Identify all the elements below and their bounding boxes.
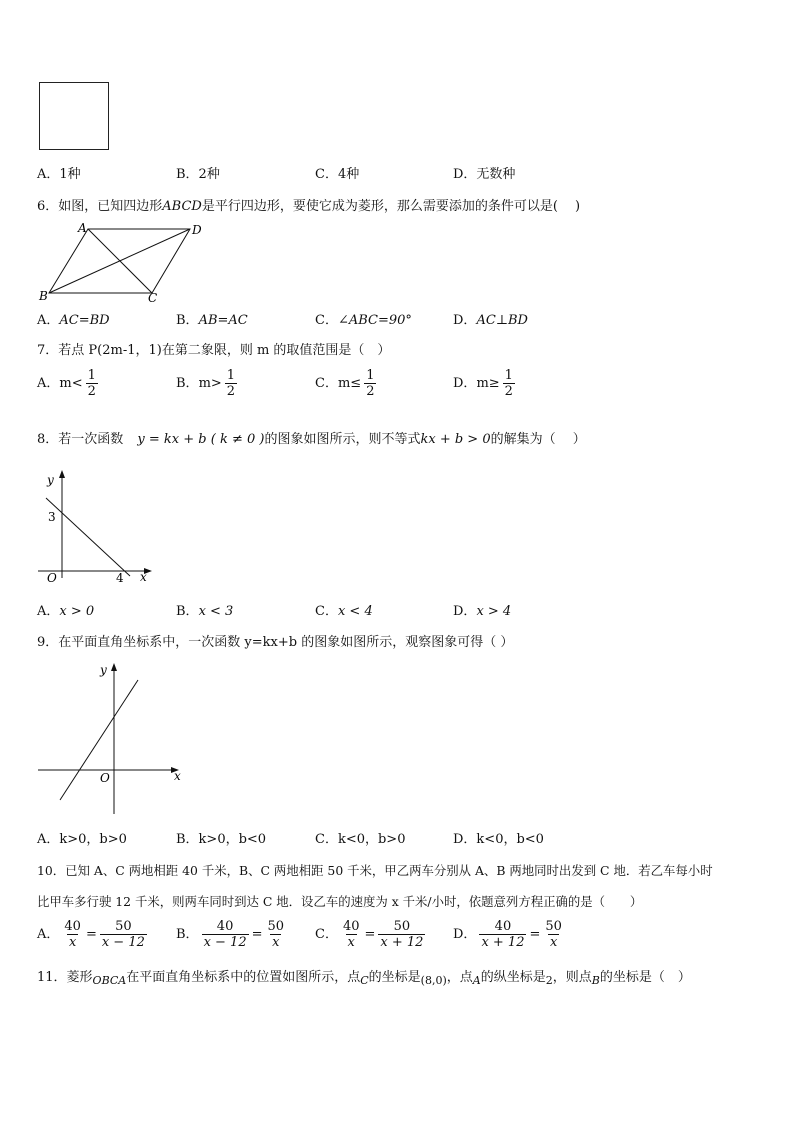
fraction-numerator: 50 [393,919,411,934]
q7-option-d[interactable] [453,368,518,399]
q8-option-c[interactable] [315,603,373,621]
fraction-denominator: 2 [504,384,513,399]
fraction-denominator: x − 12 [203,935,247,950]
q9-option-b[interactable]: B．k>0，b<0 [176,832,267,847]
q11-stem-mid5: ，则点 [552,970,592,985]
q5-option-a[interactable]: A．1种 [37,167,81,182]
label-c: C [148,291,158,305]
fraction-denominator: x [549,935,558,950]
q10-option-d-right-fraction [543,919,564,950]
q11-stem-var-obca: OBCA [92,974,127,987]
q6-option-c[interactable] [315,312,412,330]
q8-stem-suffix: 的解集为（ ） [490,432,586,447]
q7-option-c-lhs: m≤ [337,376,362,391]
q6-option-d-letter: D． [453,313,477,328]
q8-origin-label: O [47,571,57,585]
q9-option-c[interactable]: C．k<0，b>0 [315,832,406,847]
fraction-denominator: 2 [226,384,236,399]
q8-option-a-math: x > 0 [59,604,95,619]
q9-option-d[interactable]: D．k<0，b<0 [453,832,544,847]
q7-option-c-letter: C． [315,376,338,391]
q8-option-c-letter: C． [315,604,338,619]
q5-option-c[interactable]: C．4种 [315,167,360,182]
q10-option-d-left-fraction [479,919,526,950]
q6-option-a-letter: A． [37,313,60,328]
q6-option-b-letter: B． [176,313,199,328]
q7-option-a[interactable] [37,368,101,399]
q9-x-label: x [174,769,181,783]
q6-option-a-math: AC=BD [59,313,110,328]
fraction-denominator: x [272,935,280,950]
q9-origin-label: O [100,771,110,785]
fraction-denominator: 2 [87,384,96,399]
fraction-numerator: 1 [504,368,513,383]
q8-y-label: y [47,473,54,487]
label-a: A [78,221,87,235]
q8-option-b-letter: B． [176,604,199,619]
q11-stem-prefix: 11．菱形 [37,970,93,985]
q6-option-d[interactable] [453,312,528,330]
q8-x-intercept-label: 4 [116,571,124,585]
fraction-numerator: 40 [64,919,81,934]
q8-option-c-math: x < 4 [337,604,373,619]
q10-option-b-left-fraction [202,919,249,950]
q8-option-b[interactable] [176,603,233,621]
label-d: D [192,223,202,237]
q10-option-c-letter: C． [315,927,338,942]
q10-option-a[interactable]: A． $\frac{40}{x}$ = $\frac{50}{x - 12}$ [37,919,145,950]
q7-stem: 7．若点 P(2m-1，1)在第二象限，则 m 的取值范围是（ ） [37,343,391,358]
q10-option-a-left-fraction [62,919,83,950]
q8-stem-middle: 的图象如图所示，则不等式 [264,432,421,447]
fraction-denominator: x + 12 [380,935,424,950]
fraction-denominator: x [68,935,77,950]
q6-option-c-letter: C． [315,313,338,328]
q6-option-a[interactable] [37,312,110,330]
q8-option-d-letter: D． [453,604,477,619]
q11-stem-var-b: B [591,974,600,987]
q8-option-a-letter: A． [37,604,60,619]
fraction-denominator: x − 12 [101,935,145,950]
q7-option-d-lhs: m≥ [476,376,500,391]
fraction-numerator: 40 [494,919,512,934]
fraction-numerator: 50 [267,919,285,934]
q10-option-d[interactable]: D． $\frac{40}{x + 12}$ = $\frac{50}{x}$ [453,919,562,950]
q7-option-c[interactable] [315,368,379,399]
q10-option-c-right-fraction [378,919,425,950]
q11-stem-mid4: 的纵坐标是 [480,970,546,985]
q6-stem-suffix: 是平行四边形，要使它成为菱形，那么需要添加的条件可以是( ) [201,199,581,214]
q8-stem [37,431,586,449]
q8-stem-inequality: kx + b > 0 [420,432,491,447]
q11-stem-coord: (8,0) [420,974,447,987]
q9-option-a[interactable]: A．k>0，b>0 [37,832,127,847]
fraction-numerator: 1 [87,368,96,383]
q6-option-d-math: AC⊥BD [476,313,528,328]
q5-option-b[interactable]: B．2种 [176,167,220,182]
q10-option-b-letter: B． [176,927,199,942]
q7-option-b[interactable] [176,368,240,399]
q7-option-a-letter: A． [37,376,60,391]
q6-stem-prefix: 6．如图，已知四边形 [37,199,163,214]
q11-stem-var-a: A [472,974,481,987]
q11-stem-mid3: ，点 [446,970,473,985]
q7-option-b-letter: B． [176,376,199,391]
q7-option-b-fraction [225,368,237,399]
q6-option-b[interactable] [176,312,248,330]
fraction-numerator: 40 [342,919,360,934]
q7-option-d-letter: D． [453,376,477,391]
q8-option-a[interactable] [37,603,94,621]
q10-option-d-letter: D． [453,927,477,942]
q10-option-c-left-fraction [341,919,362,950]
q9-y-label: y [100,663,107,677]
q11-stem-suffix: 的坐标是（ ） [599,970,691,985]
q7-option-a-lhs: m< [59,376,83,391]
parallelogram-figure [34,220,214,306]
q8-graph [34,468,164,588]
fraction-numerator: 50 [115,919,132,934]
q11-stem-var-c: C [360,974,369,987]
q6-stem-var: ABCD [162,199,202,214]
q11-stem-mid1: 在平面直角坐标系中的位置如图所示，点 [126,970,361,985]
q8-x-label: x [140,570,147,584]
q8-option-d-math: x > 4 [476,604,512,619]
fraction-denominator: x + 12 [481,935,525,950]
q7-option-b-lhs: m> [198,376,222,391]
q10-stem-line2: 比甲车多行驶 12 千米，则两车同时到达 C 地．设乙车的速度为 x 千米/小时，依题意列方程正确的是（ ） [37,894,643,909]
q10-option-b[interactable]: B． $\frac{40}{x - 12}$ = $\frac{50}{x}$ [176,919,285,950]
fraction-denominator: x [347,935,355,950]
q7-option-d-fraction [503,368,515,399]
fraction-numerator: 40 [216,919,234,934]
q9-graph [34,658,194,820]
q5-option-d[interactable]: D．无数种 [453,167,516,182]
q7-option-a-fraction [86,368,98,399]
q6-option-b-math: AB=AC [198,313,248,328]
q6-stem [37,198,580,216]
q8-y-intercept-label: 3 [48,510,56,524]
q10-stem-line1: 10．已知 A、C 两地相距 40 千米，B、C 两地相距 50 千米，甲乙两车分别从 A、B 两地同时出发到 C 地．若乙车每小时 [37,863,713,878]
q11-stem [37,969,691,987]
fraction-numerator: 50 [545,919,562,934]
q8-option-d[interactable] [453,603,511,621]
q8-option-b-math: x < 3 [198,604,234,619]
q10-option-a-letter: A． [37,927,60,942]
q11-stem-mid2: 的坐标是 [368,970,421,985]
q11-stem-value: 2 [545,974,553,987]
q9-stem: 9．在平面直角坐标系中，一次函数 y=kx+b 的图象如图所示，观察图象可得（ ） [37,635,514,650]
fraction-numerator: 1 [366,368,375,383]
square-figure [39,82,109,150]
q7-option-c-fraction [364,368,376,399]
q10-option-c[interactable]: C． $\frac{40}{x}$ = $\frac{50}{x + 12}$ [315,919,424,950]
q10-option-b-right-fraction [266,919,287,950]
q6-option-c-math: ∠ABC=90° [337,313,412,328]
q10-option-a-right-fraction [100,919,147,950]
q8-stem-formula: y = kx + b ( k ≠ 0 ) [137,432,265,447]
fraction-numerator: 1 [226,368,236,383]
q8-stem-prefix: 8．若一次函数 [37,432,124,447]
fraction-denominator: 2 [366,384,375,399]
label-b: B [39,289,48,303]
